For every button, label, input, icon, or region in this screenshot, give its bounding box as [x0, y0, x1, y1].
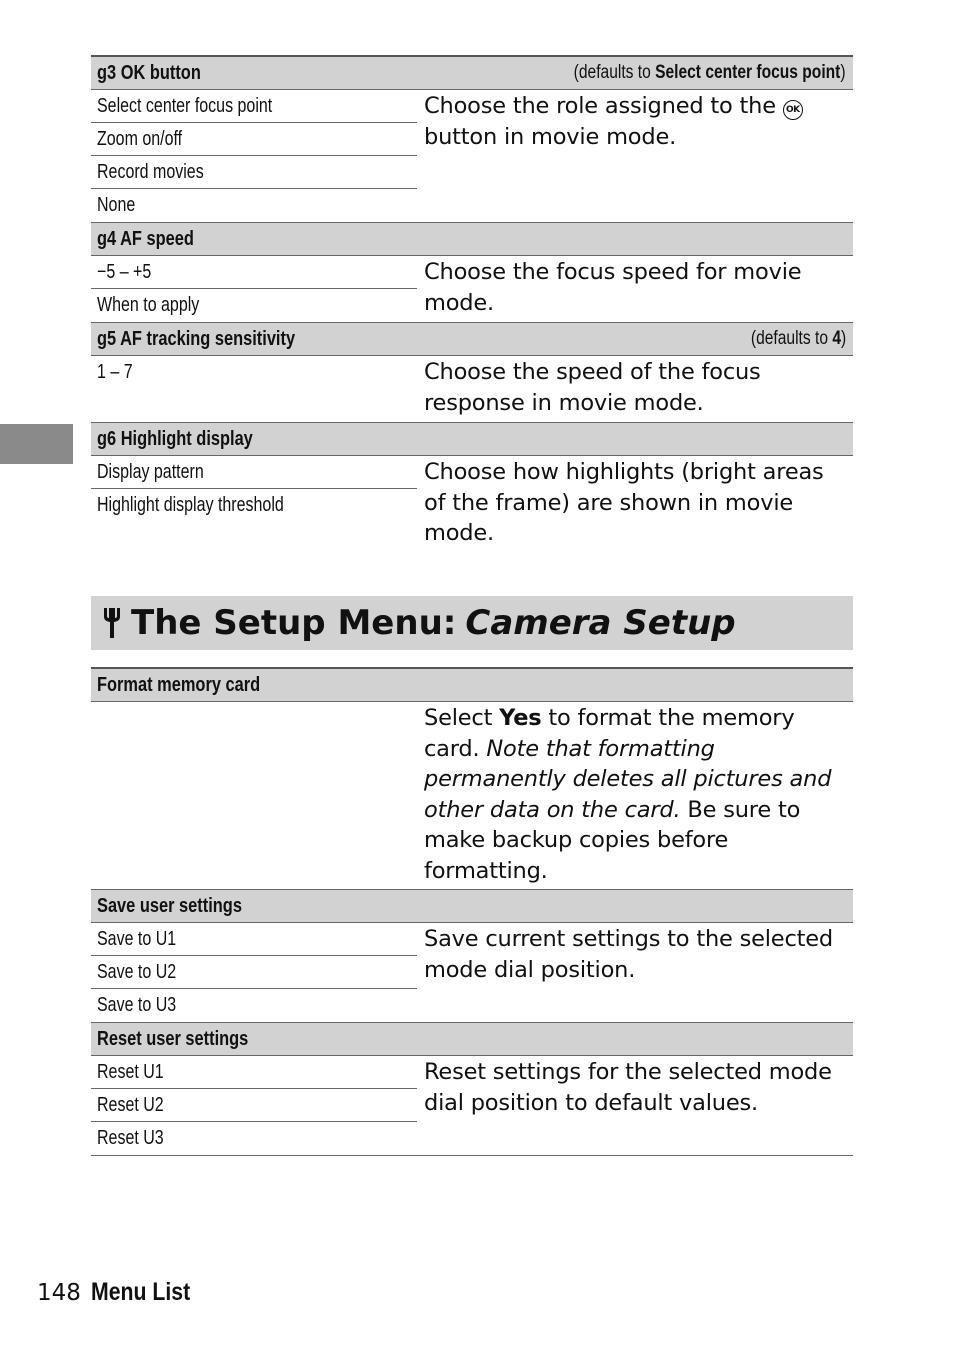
option-item: When to apply	[97, 294, 200, 316]
setting-description: Save current settings to the selected mode dial position.	[424, 926, 833, 983]
option-item: Highlight display threshold	[97, 494, 284, 516]
setting-row-g3	[91, 90, 853, 223]
setting-description: Choose the focus speed for movie mode.	[424, 259, 802, 316]
footer-section-title: Menu List	[90, 1278, 191, 1306]
page-footer	[37, 1278, 208, 1307]
section-title: g5 AF tracking sensitivity	[97, 327, 296, 350]
section-header-g6	[91, 423, 853, 456]
option-item: Select center focus point	[91, 90, 417, 123]
section-title: Format memory card	[97, 673, 261, 696]
wrench-icon	[99, 606, 125, 640]
banner-subtitle: Camera Setup	[465, 603, 736, 643]
default-note: (defaults to Select center focus point)	[574, 62, 846, 83]
section-header-reset	[91, 1023, 853, 1056]
custom-settings-table	[91, 55, 853, 549]
setting-row-g6	[91, 456, 853, 549]
setup-menu-table	[91, 667, 853, 1156]
setting-row-format	[91, 702, 853, 890]
option-item: Reset U2	[91, 1089, 417, 1122]
setting-row-g5	[91, 356, 853, 423]
option-item: Record movies	[91, 156, 417, 189]
setting-description: Choose how highlights (bright areas of the frame) are shown in movie mode.	[424, 459, 824, 546]
option-item: −5 – +5	[91, 256, 417, 289]
chapter-tab-marker	[0, 424, 73, 464]
setting-description: Reset settings for the selected mode dial position to default values.	[424, 1059, 832, 1116]
setting-row-g4	[91, 256, 853, 323]
setting-description: Choose the speed of the focus response in movie mode.	[424, 359, 761, 416]
section-header-g5	[91, 323, 853, 356]
option-item: Zoom on/off	[91, 123, 417, 156]
section-header-g3	[91, 57, 853, 90]
page-number: 148	[37, 1280, 81, 1306]
option-item: None	[97, 194, 136, 216]
section-title: Reset user settings	[97, 1027, 249, 1050]
setting-description: Select Yes to format the memory card. Note that formatting permanently deletes all pictures and other data on the card. Be sure to make backup copies before formatting.	[424, 705, 832, 884]
option-item: Save to U1	[91, 923, 417, 956]
setting-description: Choose the role assigned to the OK button in movie mode.	[417, 90, 853, 222]
ok-button-icon: OK	[783, 100, 803, 120]
section-header-save	[91, 890, 853, 923]
option-item: Save to U2	[91, 956, 417, 989]
section-title: Save user settings	[97, 894, 242, 917]
option-item: 1 – 7	[97, 361, 133, 383]
setup-menu-banner	[91, 596, 853, 650]
section-header-format	[91, 669, 853, 702]
section-title: g6 Highlight display	[97, 427, 253, 450]
option-item: Display pattern	[91, 456, 417, 489]
section-title: g4 AF speed	[97, 227, 194, 250]
setting-row-reset	[91, 1056, 853, 1156]
banner-title: The Setup Menu:	[131, 603, 457, 643]
option-item: Save to U3	[97, 994, 177, 1016]
section-header-g4	[91, 223, 853, 256]
setting-row-save	[91, 923, 853, 1023]
default-note: (defaults to 4)	[750, 328, 846, 349]
section-title: g3 OK button	[97, 61, 201, 84]
option-item: Reset U3	[97, 1127, 164, 1149]
option-item: Reset U1	[91, 1056, 417, 1089]
